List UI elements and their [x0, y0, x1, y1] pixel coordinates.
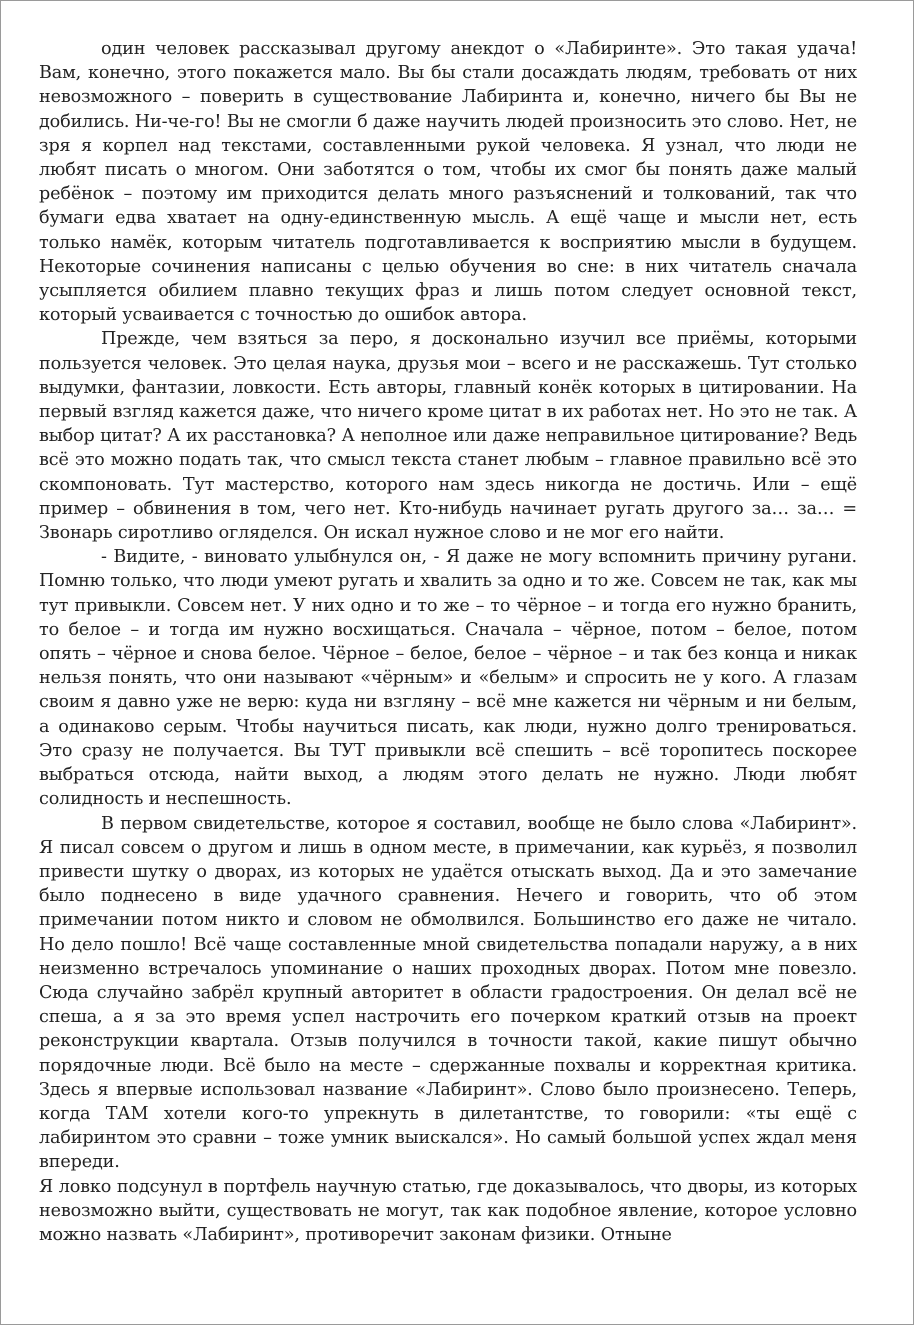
- paragraph-4: В первом свидетельстве, которое я составил, вообще не было слова «Лабиринт». Я писал совсем о другом и лишь в одном месте, в примечании, как курьёз, я позволил привести шутку о дворах, из которых не удаётся отыскать выход. Да и это замечание было поднесено в виде удачного сравнения. Нечего и говорить, что об этом примечании потом никто и словом не обмолвился. Большинство его даже не читало. Но дело пошло! Всё чаще составленные мной свидетельства попадали наружу, а в них неизменно встречалось упоминание о наших проходных дворах. Потом мне повезло. Сюда случайно забрёл крупный авторитет в области градостроения. Он делал всё не спеша, а я за это время успел настрочить его почерком краткий отзыв на проект реконструкции квартала. Отзыв получился в точности такой, какие пишут обычно порядочные люди. Всё было на месте – сдержанные похвалы и корректная критика. Здесь я впервые использовал название «Лабиринт». Слово было произнесено. Теперь, когда ТАМ хотели кого-то упрекнуть в дилетантстве, то говорили: «ты ещё с лабиринтом это сравни – тоже умник выискался». Но самый большой успех ждал меня впереди.: [39, 813, 857, 1173]
- paragraph-3: - Видите, - виновато улыбнулся он, - Я даже не могу вспомнить причину ругани. Помню только, что люди умеют ругать и хвалить за одно и то же. Совсем не так, как мы тут привыкли. Совсем нет. У них одно и то же – то чёрное – и тогда его нужно бранить, то белое – и тогда им нужно восхищаться. Сначала – чёрное, потом – белое, потом опять – чёрное и снова белое. Чёрное – белое, белое – чёрное – и так без конца и никак нельзя понять, что они называют «чёрным» и «белым» и спросить не у кого. А глазам своим я давно уже не верю: куда ни взгляну – всё мне кажется ни чёрным и ни белым, а одинаково серым. Чтобы научиться писать, как люди, нужно долго тренироваться. Это сразу не получается. Вы ТУТ привыкли всё спешить – всё торопитесь поскорее выбраться отсюда, найти выход, а людям этого делать не нужно. Люди любят солидность и неспешность.: [39, 547, 857, 810]
- paragraph-1: один человек рассказывал другому анекдот о «Лабиринте». Это такая удача! Вам, конечно, этого покажется мало. Вы бы стали досаждать людям, требовать от них невозможного – поверить в существование Лабиринта и, конечно, ничего бы Вы не добились. Ни-че-го! Вы не смогли б даже научить людей произносить это слово. Нет, не зря я корпел над текстами, составленными рукой человека. Я узнал, что люди не любят писать о многом. Они заботятся о том, чтобы их смог бы понять даже малый ребёнок – поэтому им приходится делать много разъяснений и толкований, так что бумаги едва хватает на одну-единственную мысль. А ещё чаще и мысли нет, есть только намёк, которым читатель подготавливается к восприятию мысли в будущем. Некоторые сочинения написаны с целью обучения во сне: в них читатель сначала усыпляется обилием плавно текущих фраз и лишь потом следует основной текст, который усваивается с точностью до ошибок автора.: [39, 39, 857, 326]
- paragraph-2: Прежде, чем взяться за перо, я досконально изучил все приёмы, которыми пользуется человек. Это целая наука, друзья мои – всего и не расскажешь. Тут столько выдумки, фантазии, ловкости. Есть авторы, главный конёк которых в цитировании. На первый взгляд кажется даже, что ничего кроме цитат в их работах нет. Но это не так. А выбор цитат? А их расстановка? А неполное или даже неправильное цитирование? Ведь всё это можно подать так, что смысл текста станет любым – главное правильно всё это скомпоновать. Тут мастерство, которого нам здесь никогда не достичь. Или – ещё пример – обвинения в том, чего нет. Кто-нибудь начинает ругать другого за… за… = Звонарь сиротливо огляделся. Он искал нужное слово и не мог его найти.: [39, 329, 857, 544]
- paragraph-5: Я ловко подсунул в портфель научную статью, где доказывалось, что дворы, из которых невозможно выйти, существовать не могут, так как подобное явление, которое условно можно назвать «Лабиринт», противоречит законам физики. Отныне: [39, 1176, 857, 1245]
